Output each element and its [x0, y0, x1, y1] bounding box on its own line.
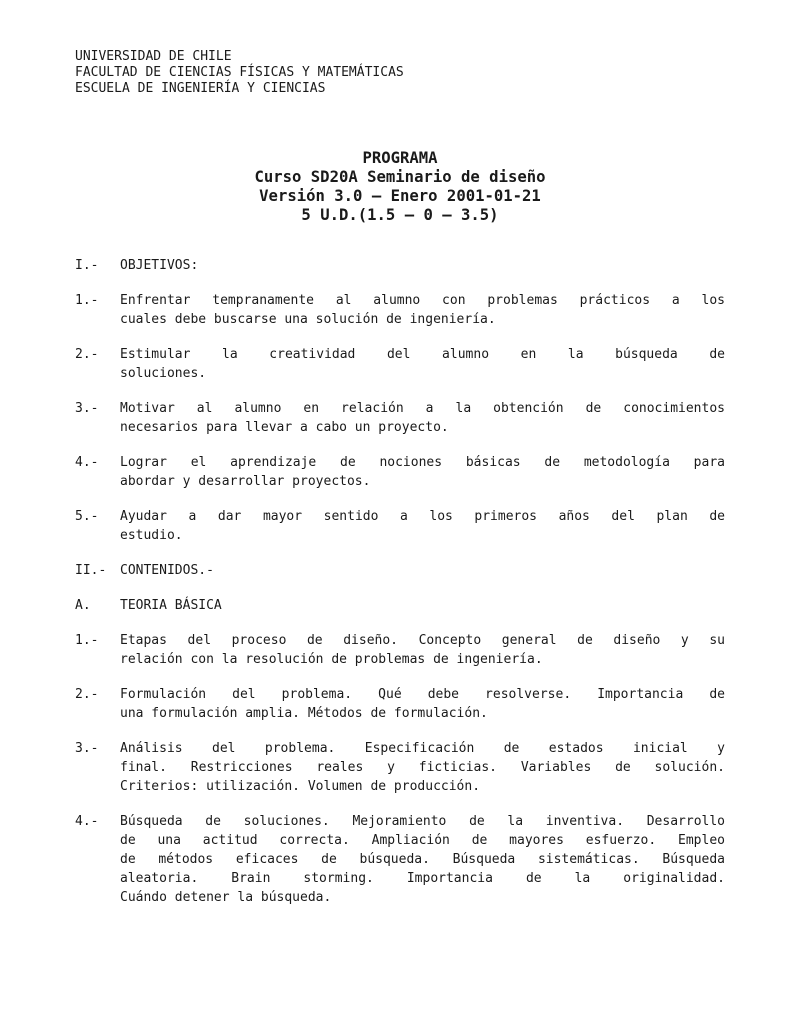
- item-line: Cuándo detener la búsqueda.: [120, 890, 332, 905]
- item-line: una formulación amplia. Métodos de formulación.: [120, 706, 488, 721]
- item-line: Etapas del proceso de diseño. Concepto general de diseño y su: [120, 633, 725, 648]
- numbered-item: [75, 631, 725, 669]
- item-line: soluciones.: [120, 366, 207, 381]
- section-label: I.-: [75, 258, 99, 273]
- item-number: 2.-: [75, 687, 99, 702]
- item-number: 1.-: [75, 633, 99, 648]
- item-line: relación con la resolución de problemas de ingeniería.: [120, 652, 543, 667]
- section-label: A.: [75, 598, 91, 613]
- institution-header: [0, 0, 800, 97]
- program-heading: PROGRAMA: [362, 149, 438, 167]
- item-text: [120, 507, 725, 545]
- numbered-item: [75, 739, 725, 796]
- item-text: [120, 812, 725, 907]
- item-line: estudio.: [120, 528, 183, 543]
- item-text: [120, 685, 725, 723]
- item-text: [120, 291, 725, 329]
- item-text: [120, 399, 725, 437]
- numbered-item: [75, 453, 725, 491]
- school-name: ESCUELA DE INGENIERÍA Y CIENCIAS: [75, 81, 326, 96]
- item-line: Motivar al alumno en relación a la obtención de conocimientos: [120, 401, 725, 416]
- version-line: Versión 3.0 – Enero 2001-01-21: [259, 187, 541, 205]
- item-number: 1.-: [75, 293, 99, 308]
- section-title: CONTENIDOS.-: [120, 563, 214, 578]
- item-text: [120, 345, 725, 383]
- faculty-name: FACULTAD DE CIENCIAS FÍSICAS Y MATEMÁTICAS: [75, 65, 404, 80]
- document-body: [0, 225, 800, 907]
- numbered-item: [75, 812, 725, 907]
- numbered-item: [75, 291, 725, 329]
- item-line: Ayudar a dar mayor sentido a los primeros años del plan de: [120, 509, 725, 524]
- item-number: 2.-: [75, 347, 99, 362]
- numbered-item: [75, 399, 725, 437]
- item-line: final. Restricciones reales y ficticias. Variables de solución.: [120, 760, 725, 775]
- section-heading: [75, 561, 725, 580]
- item-line: Estimular la creatividad del alumno en la búsqueda de: [120, 347, 725, 362]
- item-number: 3.-: [75, 401, 99, 416]
- section-heading: [75, 256, 725, 275]
- item-number: 4.-: [75, 455, 99, 470]
- program-title-block: [0, 149, 800, 225]
- section-heading: [75, 596, 725, 615]
- item-text: [120, 631, 725, 669]
- item-line: de una actitud correcta. Ampliación de mayores esfuerzo. Empleo: [120, 833, 725, 848]
- university-name: UNIVERSIDAD DE CHILE: [75, 49, 232, 64]
- numbered-item: [75, 685, 725, 723]
- item-line: de métodos eficaces de búsqueda. Búsqueda sistemáticas. Búsqueda: [120, 852, 725, 867]
- item-line: Análisis del problema. Especificación de estados inicial y: [120, 741, 725, 756]
- item-line: Lograr el aprendizaje de nociones básicas de metodología para: [120, 455, 725, 470]
- item-number: 5.-: [75, 509, 99, 524]
- item-line: Búsqueda de soluciones. Mejoramiento de la inventiva. Desarrollo: [120, 814, 725, 829]
- section-title: OBJETIVOS:: [120, 258, 199, 273]
- item-line: Enfrentar tempranamente al alumno con problemas prácticos a los: [120, 293, 725, 308]
- item-text: [120, 453, 725, 491]
- item-number: 3.-: [75, 741, 99, 756]
- credits-line: 5 U.D.(1.5 – 0 – 3.5): [301, 206, 499, 224]
- item-line: abordar y desarrollar proyectos.: [120, 474, 371, 489]
- course-title: Curso SD20A Seminario de diseño: [254, 168, 546, 186]
- item-number: 4.-: [75, 814, 99, 829]
- numbered-item: [75, 345, 725, 383]
- item-line: aleatoria. Brain storming. Importancia de la originalidad.: [120, 871, 725, 886]
- item-line: Formulación del problema. Qué debe resolverse. Importancia de: [120, 687, 725, 702]
- numbered-item: [75, 507, 725, 545]
- item-line: cuales debe buscarse una solución de ingeniería.: [120, 312, 496, 327]
- item-line: Criterios: utilización. Volumen de producción.: [120, 779, 481, 794]
- section-label: II.-: [75, 563, 107, 578]
- item-text: [120, 739, 725, 796]
- section-title: TEORIA BÁSICA: [120, 598, 222, 613]
- item-line: necesarios para llevar a cabo un proyecto.: [120, 420, 449, 435]
